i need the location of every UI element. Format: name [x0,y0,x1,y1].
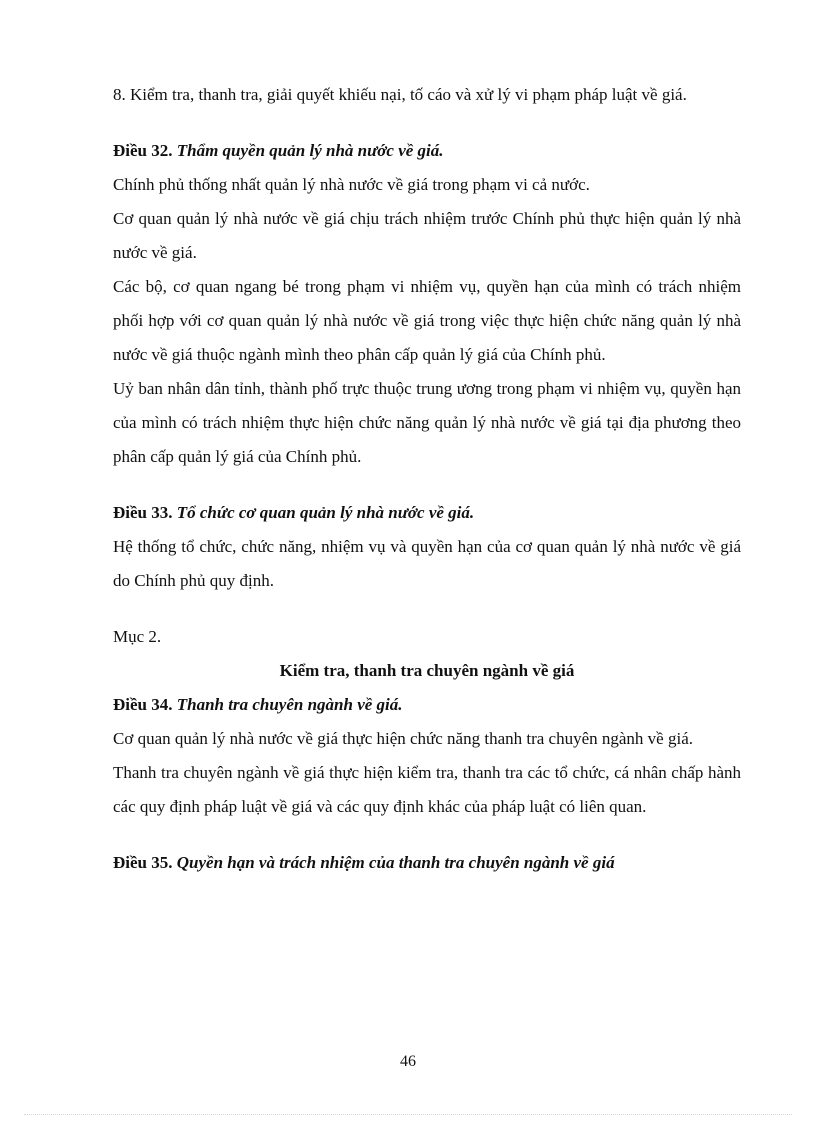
section-label: Mục 2. [113,627,162,646]
spacer [113,474,741,496]
article-34-number: Điều 34. [113,695,173,714]
article-32-paragraph-2: Cơ quan quản lý nhà nước về giá chịu trách nhiệm trước Chính phủ thực hiện quản lý nhà nước về giá. [113,209,741,262]
article-34-paragraph-2: Thanh tra chuyên ngành về giá thực hiện kiểm tra, thanh tra các tổ chức, cá nhân chấp hành các quy định pháp luật về giá và các quy định khác của pháp luật có liên quan. [113,763,741,816]
spacer [113,112,741,134]
article-34-title: Thanh tra chuyên ngành về giá. [176,695,403,714]
article-33-number: Điều 33. [113,503,173,522]
item-8-paragraph: 8. Kiểm tra, thanh tra, giải quyết khiếu nại, tố cáo và xử lý vi phạm pháp luật về giá. [113,85,687,104]
article-33-paragraph-1: Hệ thống tổ chức, chức năng, nhiệm vụ và quyền hạn của cơ quan quản lý nhà nước về giá do Chính phủ quy định. [113,537,741,590]
article-33-heading [113,496,741,530]
page-number: 46 [400,1053,416,1070]
article-32-heading [113,134,741,168]
spacer [113,824,741,846]
article-32-paragraph-1: Chính phủ thống nhất quản lý nhà nước về giá trong phạm vi cả nước. [113,175,590,194]
article-34-heading [113,688,741,722]
page-content [113,78,741,880]
article-32-paragraph-3: Các bộ, cơ quan ngang bé trong phạm vi nhiệm vụ, quyền hạn của mình có trách nhiệm phối hợp với cơ quan quản lý nhà nước về giá trong việc thực hiện chức năng quản lý nhà nước về giá thuộc ngành mình theo phân cấp quản lý giá của Chính phủ. [113,277,741,364]
article-32-title: Thẩm quyền quản lý nhà nước về giá. [176,141,444,160]
article-33-title: Tổ chức cơ quan quản lý nhà nước về giá. [176,503,475,522]
article-35-number: Điều 35. [113,853,173,872]
article-35-title: Quyền hạn và trách nhiệm của thanh tra chuyên ngành về giá [176,853,615,872]
article-34-paragraph-1: Cơ quan quản lý nhà nước về giá thực hiện chức năng thanh tra chuyên ngành về giá. [113,729,694,748]
article-35-heading [113,846,741,880]
article-32-paragraph-4: Uỷ ban nhân dân tỉnh, thành phố trực thuộc trung ương trong phạm vi nhiệm vụ, quyền hạn của mình có trách nhiệm thực hiện chức năng quản lý nhà nước về giá tại địa phương theo phân cấp quản lý giá của Chính phủ. [113,379,741,466]
page-bottom-divider [24,1114,792,1115]
section-title: Kiểm tra, thanh tra chuyên ngành về giá [279,661,575,680]
article-32-number: Điều 32. [113,141,173,160]
spacer [113,598,741,620]
